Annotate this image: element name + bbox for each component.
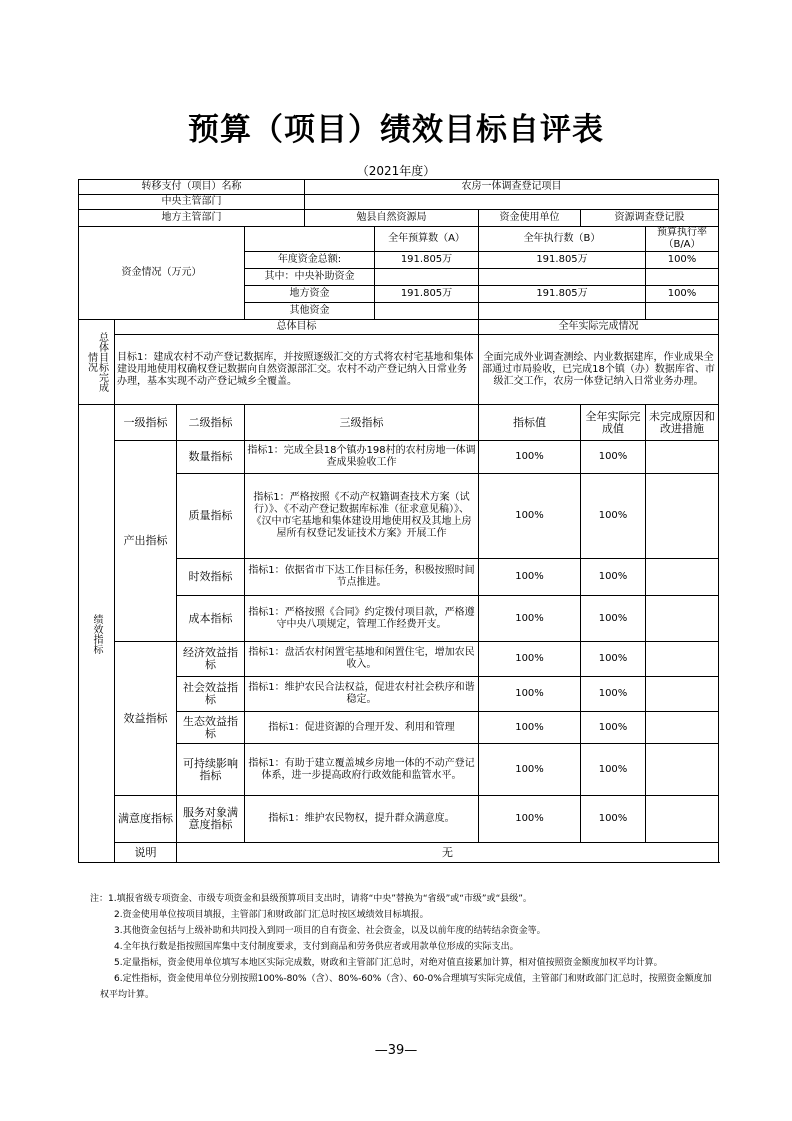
l3-cell: 指标1：盘活农村闲置宅基地和闲置住宅，增加农民收入。 <box>245 642 479 677</box>
footnote: 6.定性指标，资金使用单位分别按照100%-80%（含）、80%-60%（含）、60-0%合理填写实际完成值，主管部门和财政部门汇总时，按照资金额度加权平均计算。 <box>100 974 712 1000</box>
footnote: 3.其他资金包括与上级补助和共同投入到同一项目的自有资金、社会资金，以及以前年度的结转结余资金等。 <box>114 926 546 936</box>
funds-row-budget: 191.805万 <box>375 286 479 303</box>
project-name-label: 转移支付（项目）名称 <box>79 180 305 195</box>
l2-cell: 服务对象满意度指标 <box>177 796 245 843</box>
overall-actual-header: 全年实际完成情况 <box>479 320 719 335</box>
reason-cell <box>646 474 719 559</box>
target-value: 100% <box>479 441 581 474</box>
funds-row-label: 地方资金 <box>245 286 375 303</box>
overall-label: 总体目标完成情况 <box>85 332 108 392</box>
funds-row-rate: 100% <box>646 286 719 303</box>
target-value: 100% <box>479 474 581 559</box>
l2-cell: 生态效益指标 <box>177 712 245 744</box>
l3-cell: 指标1：有助于建立覆盖城乡房地一体的不动产登记体系，进一步提高政府行政效能和监管水平。 <box>245 744 479 796</box>
header-val: 指标值 <box>479 405 581 441</box>
header-l3: 三级指标 <box>245 405 479 441</box>
page-title: 预算（项目）绩效目标自评表 <box>188 112 604 148</box>
footnote: 注：1.填报省级专项资金、市级专项资金和县级预算项目支出时，请将“中央”替换为“省级”或“市级”或“县级”。 <box>90 894 532 904</box>
actual-value: 100% <box>581 796 646 843</box>
project-name-value: 农房一体调查登记项目 <box>305 180 719 195</box>
rate-col-header: 预算执行率（B/A） <box>646 227 719 252</box>
funds-row-exec <box>479 303 646 320</box>
overall-goal-header: 总体目标 <box>115 320 479 335</box>
actual-value: 100% <box>581 441 646 474</box>
target-value: 100% <box>479 677 581 712</box>
evaluation-table <box>78 179 719 863</box>
target-value: 100% <box>479 596 581 642</box>
funds-label: 资金情况（万元） <box>79 227 245 320</box>
target-value: 100% <box>479 744 581 796</box>
header-actual: 全年实际完成值 <box>581 405 646 441</box>
actual-value: 100% <box>581 559 646 596</box>
fund-unit-value: 资源调查登记股 <box>581 210 719 227</box>
central-dept-row <box>79 195 719 210</box>
funds-row-budget <box>375 269 479 286</box>
target-value: 100% <box>479 796 581 843</box>
funds-row-label: 其他资金 <box>245 303 375 320</box>
l2-cell: 时效指标 <box>177 559 245 596</box>
reason-cell <box>646 712 719 744</box>
funds-header-row <box>79 227 719 252</box>
actual-value: 100% <box>581 744 646 796</box>
central-dept-label: 中央主管部门 <box>79 195 305 210</box>
actual-value: 100% <box>581 474 646 559</box>
footnote: 2.资金使用单位按项目填报，主管部门和财政部门汇总时按区域绩效目标填报。 <box>114 910 429 920</box>
local-dept-label: 地方主管部门 <box>79 210 305 227</box>
header-l1: 一级指标 <box>115 405 177 441</box>
project-name-row <box>79 180 719 195</box>
overall-header-row <box>79 320 719 335</box>
remark-row <box>79 843 719 863</box>
reason-cell <box>646 559 719 596</box>
reason-cell <box>646 441 719 474</box>
target-value: 100% <box>479 642 581 677</box>
funds-row-exec: 191.805万 <box>479 286 646 303</box>
footnote: 4.全年执行数是指按照国库集中支付制度要求，支付到商品和劳务供应者或用款单位形成的实际支出。 <box>114 942 519 952</box>
funds-row-label: 年度资金总额: <box>245 252 375 269</box>
overall-goal-text: 目标1：建成农村不动产登记数据库，并按照逐级汇交的方式将农村宅基地和集体建设用地使用权确权登记数据向自然资源部汇交。农村不动产登记纳入日常业务办理，基本实现不动产登记城乡全覆盖。 <box>115 335 479 405</box>
funds-row-rate <box>646 269 719 286</box>
l2-cell: 经济效益指标 <box>177 642 245 677</box>
l2-cell: 成本指标 <box>177 596 245 642</box>
reason-cell <box>646 796 719 843</box>
funds-row-budget: 191.805万 <box>375 252 479 269</box>
indicator-row <box>79 796 719 843</box>
overall-content-row <box>79 335 719 405</box>
page-number: —39— <box>374 1043 418 1058</box>
indicator-row <box>79 642 719 677</box>
perf-header-row <box>79 405 719 441</box>
overall-actual-text: 全面完成外业调查测绘、内业数据建库，作业成果全部通过市局验收，已完成18个镇（办）数据库省、市级汇交工作，农房一体登记纳入日常业务办理。 <box>479 335 719 405</box>
exec-col-header: 全年执行数（B） <box>479 227 646 252</box>
funds-row-budget <box>375 303 479 320</box>
header-l2: 二级指标 <box>177 405 245 441</box>
local-dept-row <box>79 210 719 227</box>
target-value: 100% <box>479 559 581 596</box>
remark-value: 无 <box>177 843 719 863</box>
funds-row-label: 其中：中央补助资金 <box>245 269 375 286</box>
l1-benefit: 效益指标 <box>115 642 177 796</box>
l2-cell: 数量指标 <box>177 441 245 474</box>
l3-cell: 指标1：完成全县18个镇办198村的农村房地一体调查成果验收工作 <box>245 441 479 474</box>
budget-col-header: 全年预算数（A） <box>375 227 479 252</box>
reason-cell <box>646 596 719 642</box>
l1-output: 产出指标 <box>115 441 177 642</box>
reason-cell <box>646 677 719 712</box>
l3-cell: 指标1：维护农民物权，提升群众满意度。 <box>245 796 479 843</box>
funds-row-exec: 191.805万 <box>479 252 646 269</box>
remark-label: 说明 <box>115 843 177 863</box>
footnote: 5.定量指标，资金使用单位填写本地区实际完成数，财政和主管部门汇总时，对绝对值直接累加计算，相对值按照资金额度加权平均计算。 <box>114 958 663 968</box>
fund-unit-label: 资金使用单位 <box>479 210 581 227</box>
funds-row-rate: 100% <box>646 252 719 269</box>
funds-row-exec <box>479 269 646 286</box>
central-dept-value <box>305 195 719 210</box>
l2-cell: 社会效益指标 <box>177 677 245 712</box>
funds-row-rate <box>646 303 719 320</box>
actual-value: 100% <box>581 712 646 744</box>
local-dept-value: 勉县自然资源局 <box>305 210 479 227</box>
l3-cell: 指标1：严格按照《合同》约定拨付项目款，严格遵守中央八项规定，管理工作经费开支。 <box>245 596 479 642</box>
target-value: 100% <box>479 712 581 744</box>
l3-cell: 指标1：维护农民合法权益，促进农村社会秩序和谐稳定。 <box>245 677 479 712</box>
header-reason: 未完成原因和改进措施 <box>646 405 719 441</box>
footnotes <box>90 891 715 1003</box>
l2-cell: 可持续影响指标 <box>177 744 245 796</box>
actual-value: 100% <box>581 677 646 712</box>
reason-cell <box>646 744 719 796</box>
indicator-row <box>79 441 719 474</box>
actual-value: 100% <box>581 642 646 677</box>
actual-value: 100% <box>581 596 646 642</box>
l2-cell: 质量指标 <box>177 474 245 559</box>
perf-label: 绩效指标 <box>91 613 102 654</box>
l3-cell: 指标1：严格按照《不动产权籍调查技术方案（试行）》、《不动产登记数据库标准（征求意见稿）》、《汉中市宅基地和集体建设用地使用权及其地上房屋所有权登记发证技术方案》开展工作 <box>245 474 479 559</box>
l3-cell: 指标1：依据省市下达工作目标任务，积极按照时间节点推进。 <box>245 559 479 596</box>
l1-satisfaction: 满意度指标 <box>115 796 177 843</box>
reason-cell <box>646 642 719 677</box>
l3-cell: 指标1：促进资源的合理开发、利用和管理 <box>245 712 479 744</box>
fiscal-year: （2021年度） <box>356 164 436 178</box>
